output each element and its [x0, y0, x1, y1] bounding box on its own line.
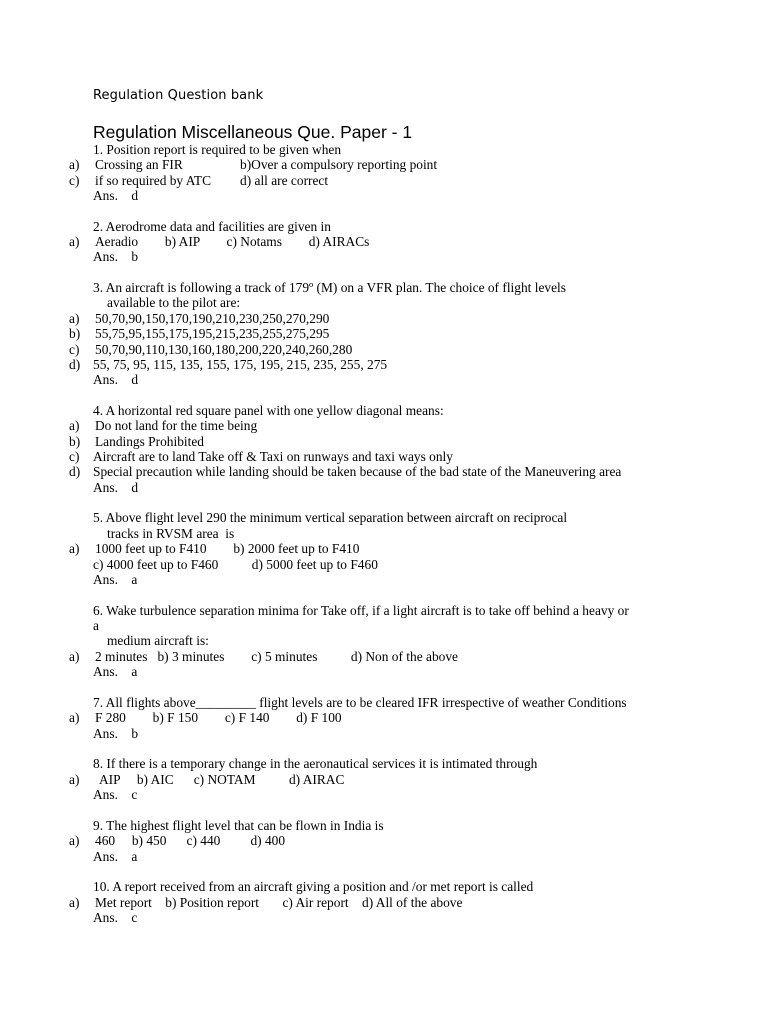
- q9-stem: 9. The highest flight level that can be flown in India is: [93, 818, 384, 833]
- q8-stem: 8. If there is a temporary change in the aeronautical services it is intimated through: [93, 756, 538, 771]
- q1-option-b: b)Over a compulsory reporting point: [240, 157, 438, 172]
- q7-answer: Ans. b: [93, 726, 139, 741]
- q7-stem: 7. All flights above_________ flight levels are to be cleared IFR irrespective of weather Conditions: [93, 695, 627, 710]
- q2-answer: Ans. b: [93, 249, 139, 264]
- q3-stem-cont: available to the pilot are:: [107, 295, 241, 310]
- option-marker: a): [69, 710, 80, 725]
- option-marker: c): [69, 342, 80, 357]
- q5-answer: Ans. a: [93, 572, 138, 587]
- q10-options-text: Met report b) Position report c) Air report d) All of the above: [95, 895, 463, 910]
- option-marker: a): [69, 895, 80, 910]
- q4-option-c: Aircraft are to land Take off & Taxi on runways and taxi ways only: [93, 449, 453, 464]
- option-marker: a): [69, 234, 80, 249]
- q6-answer: Ans. a: [93, 664, 138, 679]
- q1-option-d: d) all are correct: [240, 173, 329, 188]
- q1-option-c: if so required by ATC: [95, 173, 212, 188]
- option-marker: a): [69, 418, 80, 433]
- q9-answer: Ans. a: [93, 849, 138, 864]
- option-marker: c): [69, 449, 80, 464]
- q7-options-text: F 280 b) F 150 c) F 140 d) F 100: [95, 710, 342, 725]
- q3-option-c: 50,70,90,110,130,160,180,200,220,240,260,280: [95, 342, 353, 357]
- q3-stem: 3. An aircraft is following a track of 179º (M) on a VFR plan. The choice of flight levels: [93, 280, 566, 295]
- page-title: Regulation Miscellaneous Que. Paper - 1: [93, 122, 413, 142]
- q10-stem: 10. A report received from an aircraft giving a position and /or met report is called: [93, 879, 534, 894]
- q6-stem-cont: medium aircraft is:: [107, 633, 209, 648]
- q6-stem: 6. Wake turbulence separation minima for Take off, if a light aircraft is to take off behind a heavy or: [93, 603, 629, 618]
- option-marker: b): [69, 326, 81, 341]
- q5-stem: 5. Above flight level 290 the minimum vertical separation between aircraft on reciprocal: [93, 510, 568, 525]
- q3-option-d: 55, 75, 95, 115, 135, 155, 175, 195, 215, 235, 255, 275: [93, 357, 388, 372]
- q3-option-b: 55,75,95,155,175,195,215,235,255,275,295: [95, 326, 330, 341]
- q4-answer: Ans. d: [93, 480, 139, 495]
- q6-options-text: 2 minutes b) 3 minutes c) 5 minutes d) Non of the above: [95, 649, 458, 664]
- option-marker: a): [69, 311, 80, 326]
- q6-stem-wrap-text: a: [93, 618, 99, 633]
- q2-stem: 2. Aerodrome data and facilities are given in: [93, 219, 331, 234]
- option-marker: a): [69, 541, 80, 556]
- q10-answer: Ans. c: [93, 910, 138, 925]
- q8-options-text: AIP b) AIC c) NOTAM d) AIRAC: [99, 772, 345, 787]
- q8-answer: Ans. c: [93, 787, 138, 802]
- page-header: Regulation Question bank: [93, 88, 264, 103]
- q1-stem: 1. Position report is required to be given when: [93, 142, 342, 157]
- q4-option-a: Do not land for the time being: [95, 418, 258, 433]
- q1-answer: Ans. d: [93, 188, 139, 203]
- q4-option-b: Landings Prohibited: [95, 434, 204, 449]
- q4-stem: 4. A horizontal red square panel with one yellow diagonal means:: [93, 403, 444, 418]
- option-marker: d): [69, 357, 81, 372]
- option-marker: a): [69, 157, 80, 172]
- option-marker: a): [69, 833, 80, 848]
- q5-stem-cont: tracks in RVSM area is: [107, 526, 235, 541]
- q2-options-text: Aeradio b) AIP c) Notams d) AIRACs: [95, 234, 370, 249]
- q3-option-a: 50,70,90,150,170,190,210,230,250,270,290: [95, 311, 330, 326]
- q9-options-text: 460 b) 450 c) 440 d) 400: [95, 833, 286, 848]
- q5-options-cd-text: c) 4000 feet up to F460 d) 5000 feet up to F460: [93, 557, 378, 572]
- q1-option-a: Crossing an FIR: [95, 157, 183, 172]
- q5-options-ab-text: 1000 feet up to F410 b) 2000 feet up to F410: [95, 541, 360, 556]
- option-marker: c): [69, 173, 80, 188]
- q4-option-d: Special precaution while landing should be taken because of the bad state of the Maneuvering area: [93, 464, 622, 479]
- q3-answer: Ans. d: [93, 372, 139, 387]
- option-marker: d): [69, 464, 81, 479]
- option-marker: b): [69, 434, 81, 449]
- option-marker: a): [69, 772, 80, 787]
- option-marker: a): [69, 649, 80, 664]
